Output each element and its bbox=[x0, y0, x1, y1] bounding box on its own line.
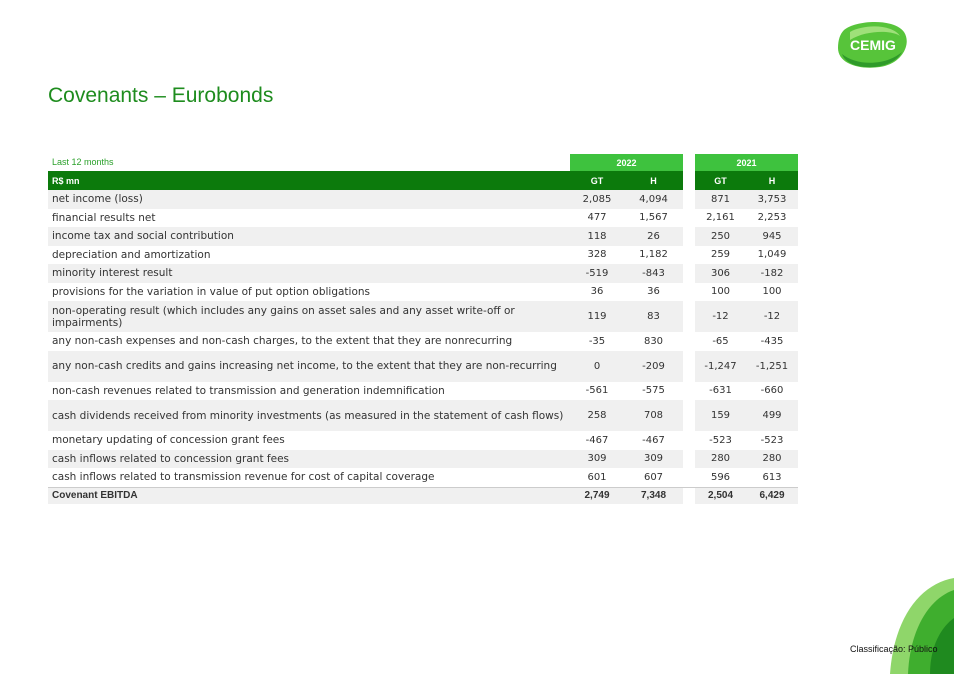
table-row bbox=[48, 400, 798, 431]
cell-2022-gt: 118 bbox=[587, 230, 607, 242]
cell-2021-gt: 280 bbox=[710, 453, 731, 465]
table-row bbox=[48, 227, 798, 246]
cell-2022-h: -467 bbox=[642, 434, 665, 446]
total-2022-gt: 2,749 bbox=[584, 490, 610, 501]
col-header-2022-gt: GT bbox=[590, 175, 604, 186]
table-row bbox=[48, 283, 798, 302]
cell-2021-gt: 2,161 bbox=[706, 212, 735, 224]
slide-title: Covenants – Eurobonds bbox=[48, 84, 274, 107]
cell-2022-gt: 119 bbox=[587, 311, 607, 322]
unit-label: R$ mn bbox=[52, 175, 80, 186]
cell-2022-gt: -467 bbox=[585, 434, 609, 446]
cell-2021-gt: 159 bbox=[710, 410, 731, 421]
total-2021-h: 6,429 bbox=[759, 490, 785, 501]
cell-2021-h: -435 bbox=[760, 335, 784, 347]
year-header-2022: 2022 bbox=[570, 154, 683, 171]
table-row bbox=[48, 209, 798, 228]
cell-2022-gt: 36 bbox=[590, 286, 604, 298]
row-label: cash inflows related to concession grant fees bbox=[52, 452, 290, 465]
cell-2022-gt: 309 bbox=[587, 453, 607, 465]
cell-2022-h: -575 bbox=[642, 385, 665, 397]
cell-2022-h: 36 bbox=[647, 286, 660, 298]
table-row bbox=[48, 351, 798, 382]
cell-2022-gt: -35 bbox=[588, 335, 606, 347]
table-row bbox=[48, 332, 798, 351]
table-header-years bbox=[48, 154, 798, 171]
cell-2022-h: 1,182 bbox=[639, 249, 668, 261]
cell-2022-gt: -561 bbox=[585, 385, 609, 397]
corner-leaf-decoration bbox=[880, 578, 954, 674]
row-label: provisions for the variation in value of put option obligations bbox=[52, 285, 370, 298]
cell-2022-gt: -519 bbox=[585, 267, 609, 279]
row-label: any non-cash credits and gains increasing net income, to the extent that they are non-recurring bbox=[52, 360, 557, 372]
cell-2021-h: -660 bbox=[760, 385, 784, 397]
year-header-2021: 2021 bbox=[695, 154, 798, 171]
total-label: Covenant EBITDA bbox=[52, 489, 138, 501]
cell-2021-h: -12 bbox=[763, 311, 781, 322]
cell-2021-h: 499 bbox=[762, 410, 782, 421]
cell-2021-gt: 871 bbox=[710, 193, 731, 205]
cell-2021-h: -523 bbox=[760, 434, 784, 446]
row-label: any non-cash expenses and non-cash charges, to the extent that they are nonrecurring bbox=[52, 335, 513, 348]
cell-2022-gt: 477 bbox=[587, 212, 607, 224]
row-label: net income (loss) bbox=[52, 193, 143, 206]
classification-label: Classificação: Público bbox=[850, 644, 938, 654]
cell-2022-h: 1,567 bbox=[639, 212, 668, 224]
cell-2021-h: 280 bbox=[762, 453, 782, 465]
row-label: non-operating result (which includes any gains on asset sales and any asset write-off or impairments) bbox=[52, 304, 515, 329]
cell-2022-h: 309 bbox=[643, 453, 664, 465]
cell-2022-h: 83 bbox=[647, 311, 660, 322]
cell-2022-gt: 601 bbox=[587, 471, 607, 483]
cell-2022-h: -843 bbox=[642, 267, 665, 279]
cell-2022-gt: 258 bbox=[587, 410, 607, 421]
table-row bbox=[48, 382, 798, 401]
row-label: cash dividends received from minority investments (as measured in the statement of cash flows) bbox=[52, 409, 564, 422]
total-2021-gt: 2,504 bbox=[707, 490, 734, 501]
total-2022-h: 7,348 bbox=[640, 490, 667, 501]
cell-2022-h: -209 bbox=[642, 360, 665, 372]
cell-2021-gt: -1,247 bbox=[704, 360, 737, 372]
cell-2021-h: 100 bbox=[762, 286, 782, 298]
cell-2021-gt: 100 bbox=[710, 286, 731, 298]
cell-2022-h: 830 bbox=[643, 335, 664, 347]
col-header-2022-h: H bbox=[650, 175, 657, 186]
table-row bbox=[48, 190, 798, 209]
cell-2022-gt: 0 bbox=[593, 360, 601, 372]
cell-2021-gt: -631 bbox=[709, 385, 732, 397]
cell-2021-h: 945 bbox=[762, 230, 782, 242]
cemig-logo bbox=[836, 20, 910, 70]
logo-text: CEMIG bbox=[850, 37, 896, 53]
cell-2021-h: 3,753 bbox=[757, 193, 787, 205]
period-label: Last 12 months bbox=[52, 157, 114, 167]
row-label: non-cash revenues related to transmission and generation indemnification bbox=[52, 384, 445, 397]
cell-2021-h: 613 bbox=[762, 471, 782, 483]
table-row bbox=[48, 450, 798, 469]
cell-2022-gt: 328 bbox=[587, 249, 607, 261]
table-row bbox=[48, 301, 798, 332]
table-header-columns bbox=[48, 171, 798, 190]
cell-2021-gt: 306 bbox=[710, 267, 731, 279]
table-row bbox=[48, 246, 798, 265]
cell-2022-h: 4,094 bbox=[639, 193, 668, 205]
cell-2021-h: -1,251 bbox=[755, 360, 789, 372]
total-row bbox=[48, 487, 798, 504]
cell-2021-gt: -12 bbox=[712, 311, 729, 322]
cell-2022-h: 26 bbox=[647, 230, 660, 242]
table-row bbox=[48, 264, 798, 283]
cell-2021-h: -182 bbox=[760, 267, 784, 279]
table-row bbox=[48, 431, 798, 450]
cell-2021-gt: 259 bbox=[710, 249, 731, 261]
cell-2021-gt: 250 bbox=[710, 230, 731, 242]
row-label: minority interest result bbox=[52, 267, 173, 280]
cell-2021-gt: 596 bbox=[710, 471, 731, 483]
cell-2021-h: 1,049 bbox=[757, 249, 787, 261]
cell-2021-h: 2,253 bbox=[757, 212, 787, 224]
covenants-table bbox=[48, 154, 798, 504]
table-row bbox=[48, 468, 798, 487]
cell-2021-gt: -523 bbox=[709, 434, 732, 446]
col-header-2021-h: H bbox=[768, 175, 776, 186]
cell-2022-gt: 2,085 bbox=[582, 193, 612, 205]
row-label: monetary updating of concession grant fees bbox=[52, 434, 285, 447]
cell-2022-h: 607 bbox=[643, 471, 664, 483]
row-label: income tax and social contribution bbox=[52, 230, 234, 243]
row-label: financial results net bbox=[52, 211, 156, 224]
row-label: cash inflows related to transmission revenue for cost of capital coverage bbox=[52, 471, 435, 484]
row-label: depreciation and amortization bbox=[52, 248, 211, 261]
cell-2021-gt: -65 bbox=[712, 335, 729, 347]
cell-2022-h: 708 bbox=[643, 410, 664, 421]
col-header-2021-gt: GT bbox=[714, 175, 727, 186]
